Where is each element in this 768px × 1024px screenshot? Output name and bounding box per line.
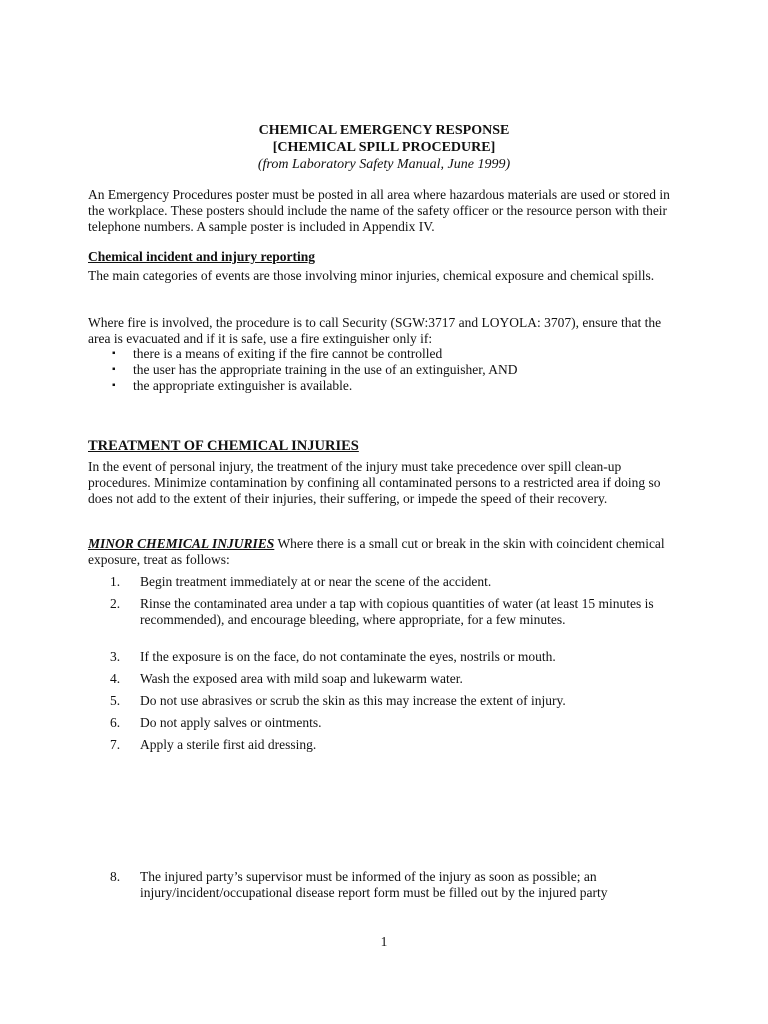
minor-injuries-paragraph xyxy=(88,536,684,568)
step-number: 5. xyxy=(110,693,121,708)
document-title: CHEMICAL EMERGENCY RESPONSE xyxy=(258,123,510,138)
bullet-icon: ▪ xyxy=(112,380,116,391)
step-number: 4. xyxy=(110,671,121,686)
step-text: Do not use abrasives or scrub the skin as this may increase the extent of injury. xyxy=(140,693,566,708)
list-item xyxy=(112,346,517,362)
step-number: 1. xyxy=(110,574,121,589)
step-text: Wash the exposed area with mild soap and lukewarm water. xyxy=(140,671,463,686)
step-text: Rinse the contaminated area under a tap with copious quantities of water (at least 15 minutes is recommended), and encourage bleeding, where appropriate, for a few minutes. xyxy=(140,596,654,627)
step-number: 2. xyxy=(110,596,121,611)
list-item-text: the user has the appropriate training in the use of an extinguisher, AND xyxy=(133,362,518,377)
list-item-text: there is a means of exiting if the fire cannot be controlled xyxy=(133,346,443,361)
step-number: 3. xyxy=(110,649,121,664)
fire-paragraph: Where fire is involved, the procedure is to call Security (SGW:3717 and LOYOLA: 3707), ensure that the area is evacuated and if it is safe, use a fire extinguisher only if: xyxy=(88,315,662,346)
reporting-heading: Chemical incident and injury reporting xyxy=(88,249,316,264)
intro-paragraph: An Emergency Procedures poster must be posted in all area where hazardous materials are used or stored in the workplace. These posters should include the name of the safety officer or the resource person with their telephone numbers. A sample poster is included in Appendix IV. xyxy=(88,187,670,234)
document-subtitle-bracket: [CHEMICAL SPILL PROCEDURE] xyxy=(272,140,496,155)
step-text: Apply a sterile first aid dressing. xyxy=(140,737,317,752)
step-text: The injured party’s supervisor must be informed of the injury as soon as possible; an injury/incident/occupational disease report form must be filled out by the injured party xyxy=(140,869,608,900)
list-item-text: the appropriate extinguisher is available. xyxy=(133,378,353,393)
page-number: 1 xyxy=(380,934,388,949)
document-source: (from Laboratory Safety Manual, June 1999) xyxy=(257,157,511,172)
step-number: 8. xyxy=(110,869,121,884)
step-number: 6. xyxy=(110,715,121,730)
list-item xyxy=(112,362,517,378)
reporting-paragraph: The main categories of events are those involving minor injuries, chemical exposure and chemical spills. xyxy=(88,268,655,283)
minor-injuries-label: MINOR CHEMICAL INJURIES xyxy=(88,536,275,551)
treatment-heading: TREATMENT OF CHEMICAL INJURIES xyxy=(88,438,359,454)
fire-conditions-list xyxy=(112,346,517,394)
step-text: If the exposure is on the face, do not contaminate the eyes, nostrils or mouth. xyxy=(140,649,556,664)
minor-injuries-text: Where there is a small cut or break in the skin with coincident chemical exposure, treat as follows: xyxy=(88,536,665,567)
treatment-paragraph: In the event of personal injury, the treatment of the injury must take precedence over spill clean-up procedures. Minimize contamination by confining all contaminated persons to a restricted area if doing so does not add to the extent of their injuries, their suffering, or impede the speed of their recovery. xyxy=(88,459,661,506)
step-text: Begin treatment immediately at or near the scene of the accident. xyxy=(140,574,492,589)
list-item xyxy=(112,378,517,394)
bullet-icon: ▪ xyxy=(112,364,116,375)
step-text: Do not apply salves or ointments. xyxy=(140,715,322,730)
step-number: 7. xyxy=(110,737,121,752)
bullet-icon: ▪ xyxy=(112,348,116,359)
title-block xyxy=(0,122,768,173)
